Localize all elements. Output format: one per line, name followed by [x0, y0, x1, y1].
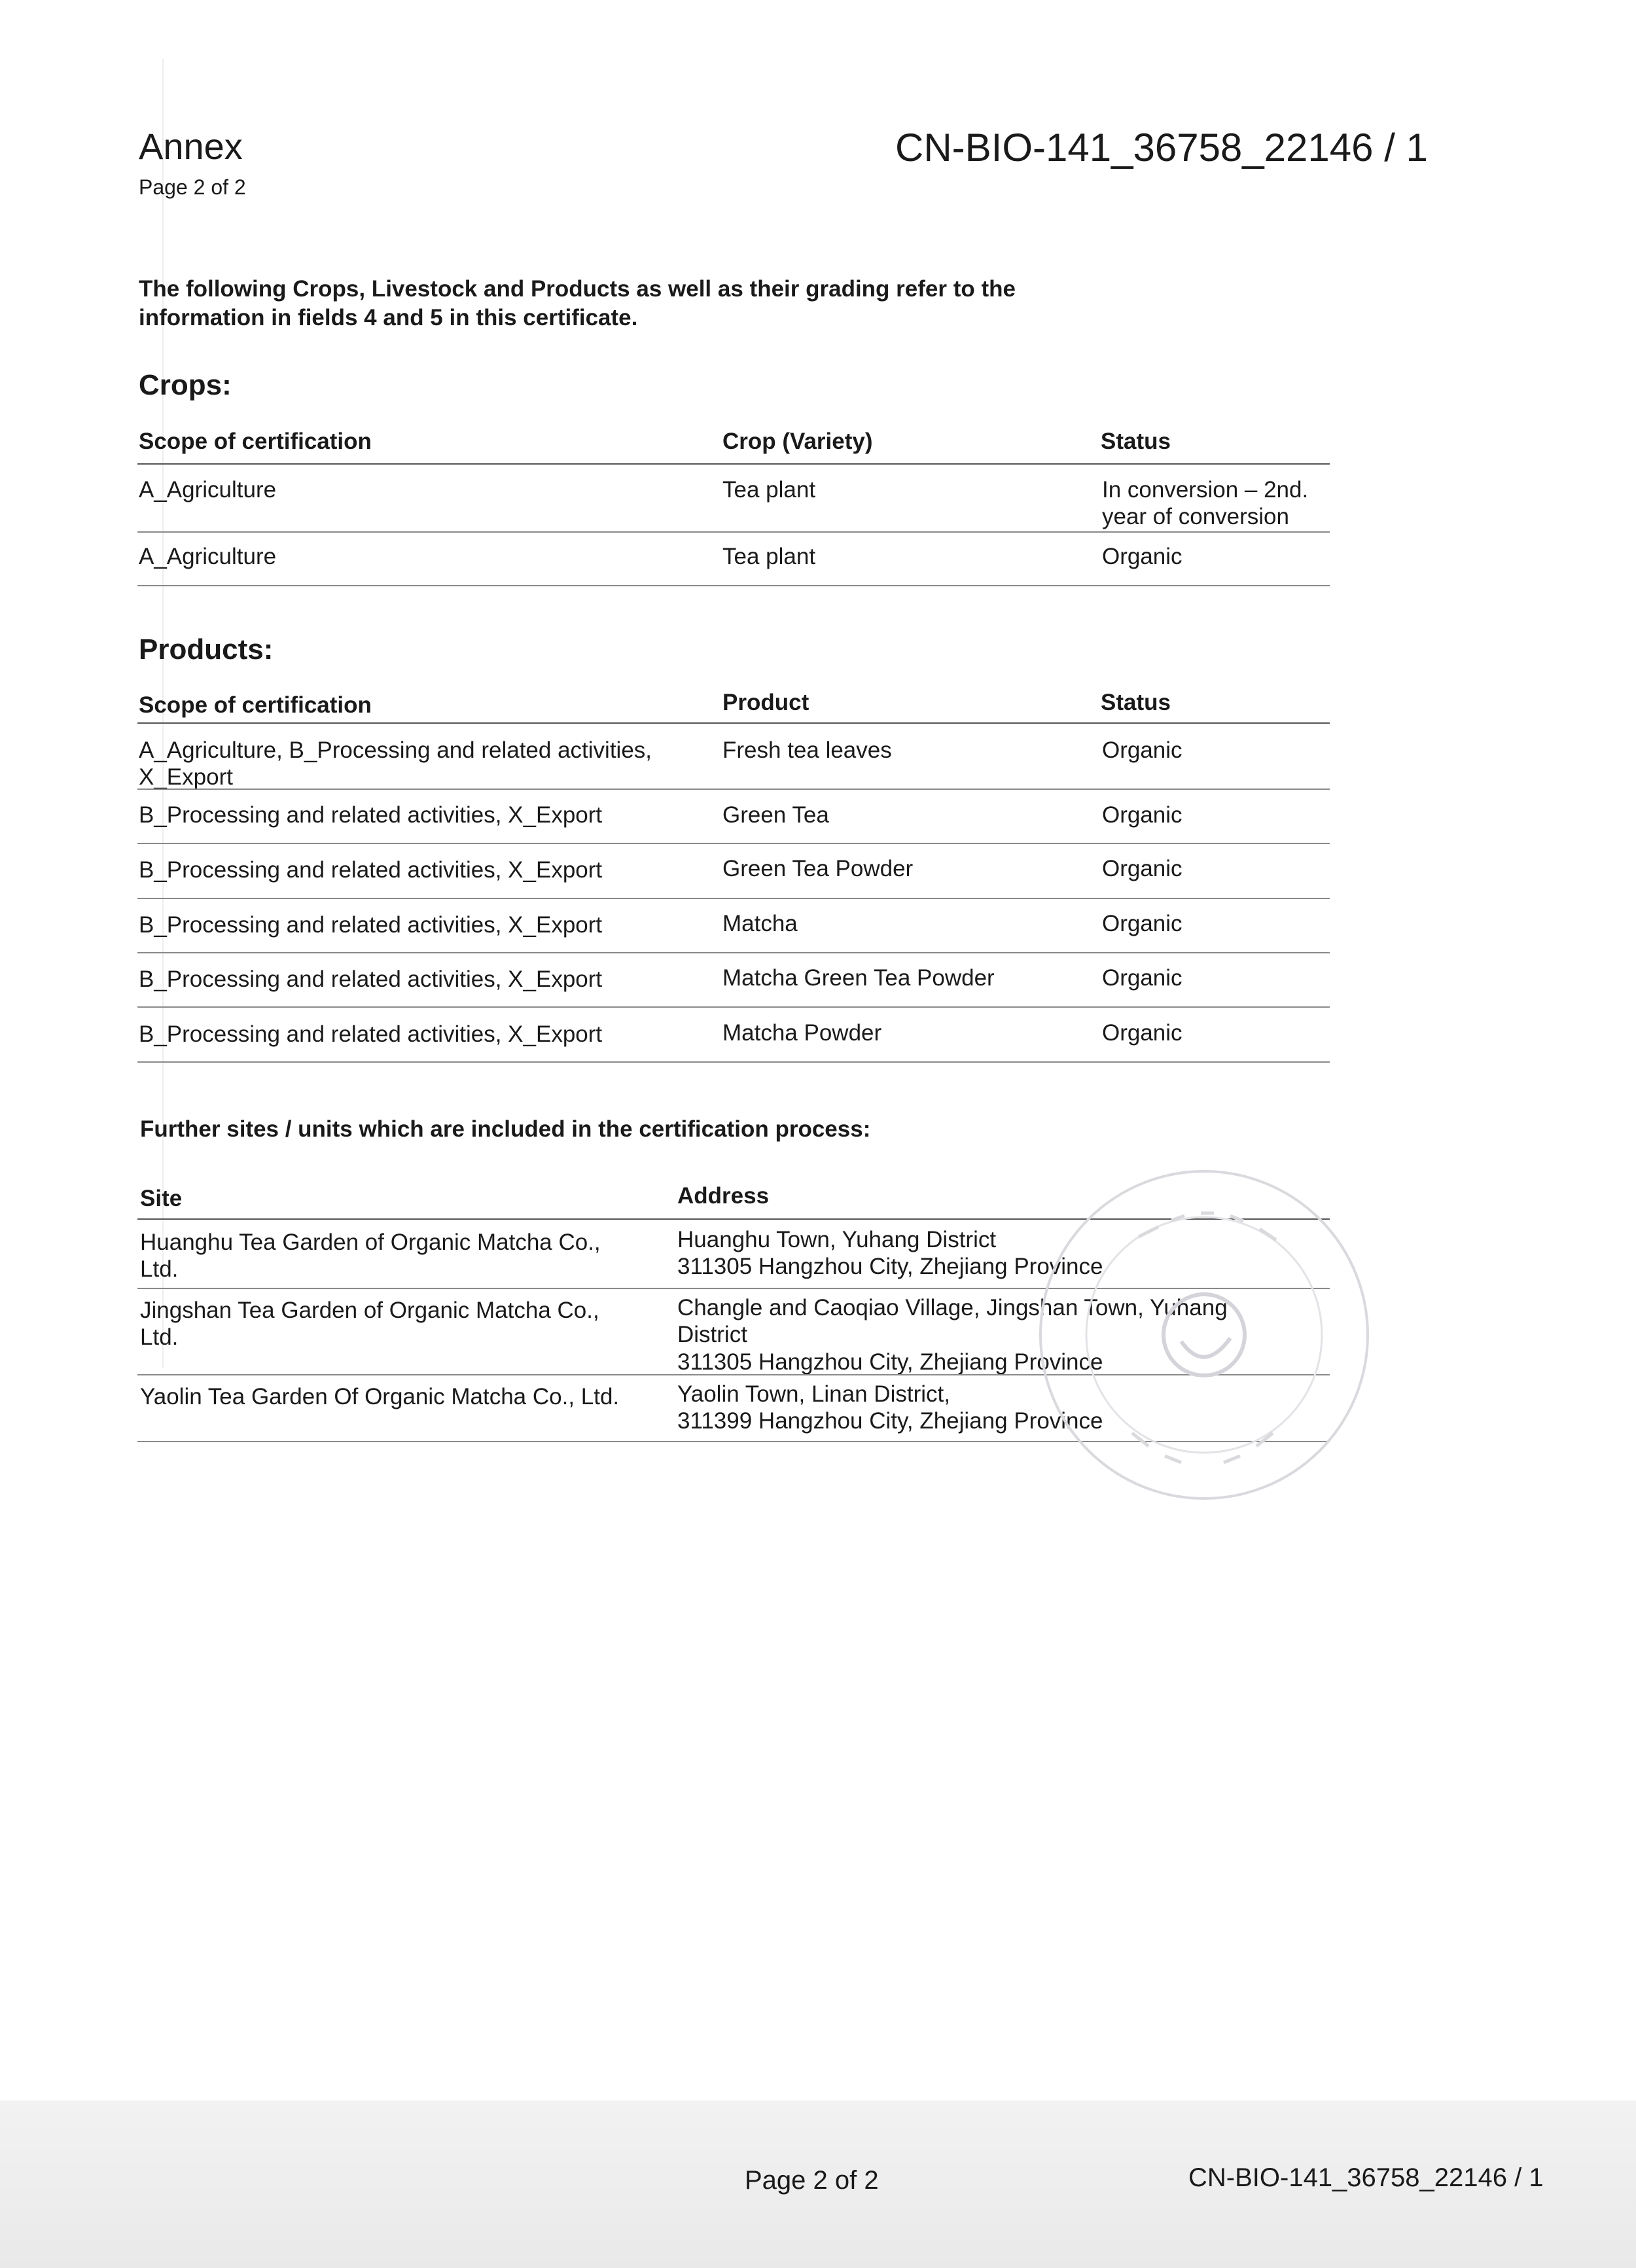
- sites-row-1-site: [140, 1229, 601, 1283]
- sites-row-2-address-line-2: District: [677, 1322, 747, 1348]
- crops-row-rule: [137, 531, 1330, 533]
- sites-row-2-address-line-3: 311305 Hangzhou City, Zhejiang Province: [677, 1349, 1103, 1375]
- sites-row-3-site: Yaolin Tea Garden Of Organic Matcha Co., Ltd.: [140, 1384, 620, 1409]
- sites-row-1-address-line-2: 311305 Hangzhou City, Zhejiang Province: [677, 1254, 1103, 1280]
- products-col-status: Status: [1101, 690, 1171, 715]
- crops-col-status: Status: [1101, 429, 1171, 454]
- products-row-rule: [137, 898, 1330, 899]
- products-row-5-status: Organic: [1102, 965, 1183, 991]
- crops-row-2-scope: A_Agriculture: [139, 544, 277, 569]
- products-row-1-status: Organic: [1102, 737, 1183, 763]
- products-row-4-scope: B_Processing and related activities, X_Export: [139, 912, 603, 938]
- seal-center-ring: [1164, 1294, 1245, 1375]
- crops-row-2-crop: Tea plant: [722, 544, 816, 569]
- products-row-5-product: Matcha Green Tea Powder: [722, 965, 995, 991]
- sites-row-1-site-line-2: Ltd.: [140, 1256, 179, 1283]
- seal-center-mark: [1181, 1338, 1230, 1357]
- products-row-3-scope: B_Processing and related activities, X_Export: [139, 857, 603, 883]
- products-header-rule: [137, 722, 1330, 724]
- header-certificate-ref: CN-BIO-141_36758_22146 / 1: [895, 126, 1428, 169]
- products-row-2-product: Green Tea: [722, 802, 829, 828]
- products-row-2-status: Organic: [1102, 802, 1183, 828]
- sites-row-1-site-line-1: Huanghu Tea Garden of Organic Matcha Co.,: [140, 1230, 601, 1255]
- sites-row-2-site-line-2: Ltd.: [140, 1324, 179, 1351]
- crops-row-rule: [137, 585, 1330, 586]
- products-row-1-scope: [139, 737, 652, 791]
- crops-row-1-crop: Tea plant: [722, 477, 816, 503]
- embossed-seal-stamp: [1034, 1158, 1374, 1512]
- sites-col-site: Site: [140, 1186, 183, 1211]
- crops-col-crop: Crop (Variety): [722, 429, 873, 454]
- sites-row-2-site: [140, 1297, 599, 1351]
- products-row-rule: [137, 952, 1330, 953]
- products-row-5-scope: B_Processing and related activities, X_Export: [139, 966, 603, 992]
- footer-page-label: Page 2 of 2: [745, 2166, 879, 2195]
- products-row-3-status: Organic: [1102, 856, 1183, 881]
- crops-row-2-status: Organic: [1102, 544, 1183, 569]
- products-row-rule: [137, 843, 1330, 844]
- sites-row-3-address-line-2: 311399 Hangzhou City, Zhejiang Province: [677, 1408, 1103, 1434]
- products-col-product: Product: [722, 690, 809, 715]
- products-row-6-scope: B_Processing and related activities, X_Export: [139, 1021, 603, 1047]
- products-row-rule: [137, 788, 1330, 790]
- header-page-label: Page 2 of 2: [139, 175, 246, 199]
- seal-inner-ring: [1086, 1217, 1322, 1453]
- products-row-4-product: Matcha: [722, 911, 798, 936]
- products-row-6-product: Matcha Powder: [722, 1020, 882, 1046]
- seal-lettering-bottom: [1132, 1433, 1273, 1462]
- seal-outer-ring: [1040, 1171, 1368, 1498]
- products-heading: Products:: [139, 633, 274, 665]
- sites-row-2-site-line-1: Jingshan Tea Garden of Organic Matcha Co.,: [140, 1298, 599, 1323]
- footer-certificate-ref: CN-BIO-141_36758_22146 / 1: [1188, 2163, 1544, 2192]
- products-row-2-scope: B_Processing and related activities, X_Export: [139, 802, 603, 828]
- crops-row-1-scope: A_Agriculture: [139, 477, 277, 503]
- products-row-1-scope-line-2: X_Export: [139, 764, 233, 790]
- sites-col-address: Address: [677, 1183, 770, 1209]
- products-row-1-product: Fresh tea leaves: [722, 737, 892, 763]
- sites-heading: Further sites / units which are included in the certification process:: [140, 1116, 871, 1142]
- crops-row-1-status-line-2: year of conversion: [1102, 504, 1289, 530]
- products-row-4-status: Organic: [1102, 911, 1183, 936]
- annex-title: Annex: [139, 126, 243, 167]
- crops-col-scope: Scope of certification: [139, 429, 372, 454]
- products-row-1-scope-line-1: A_Agriculture, B_Processing and related activities,: [139, 737, 652, 763]
- products-row-rule: [137, 1006, 1330, 1008]
- crops-row-1-status-line-1: In conversion – 2nd.: [1102, 477, 1309, 503]
- products-col-scope: Scope of certification: [139, 692, 372, 718]
- intro-line-2: information in fields 4 and 5 in this certificate.: [139, 305, 638, 330]
- crops-header-rule: [137, 463, 1330, 465]
- products-row-rule: [137, 1061, 1330, 1063]
- sites-row-1-address-line-1: Huanghu Town, Yuhang District: [677, 1227, 997, 1252]
- products-row-6-status: Organic: [1102, 1020, 1183, 1046]
- crops-row-1-status: [1102, 476, 1308, 531]
- sites-row-2-address-line-1: Changle and Caoqiao Village, Jingshan Town, Yuhang: [677, 1295, 1228, 1320]
- crops-heading: Crops:: [139, 369, 232, 401]
- products-row-3-product: Green Tea Powder: [722, 856, 914, 881]
- intro-line-1: The following Crops, Livestock and Products as well as their grading refer to the: [139, 276, 1016, 302]
- sites-row-3-address-line-1: Yaolin Town, Linan District,: [677, 1381, 950, 1407]
